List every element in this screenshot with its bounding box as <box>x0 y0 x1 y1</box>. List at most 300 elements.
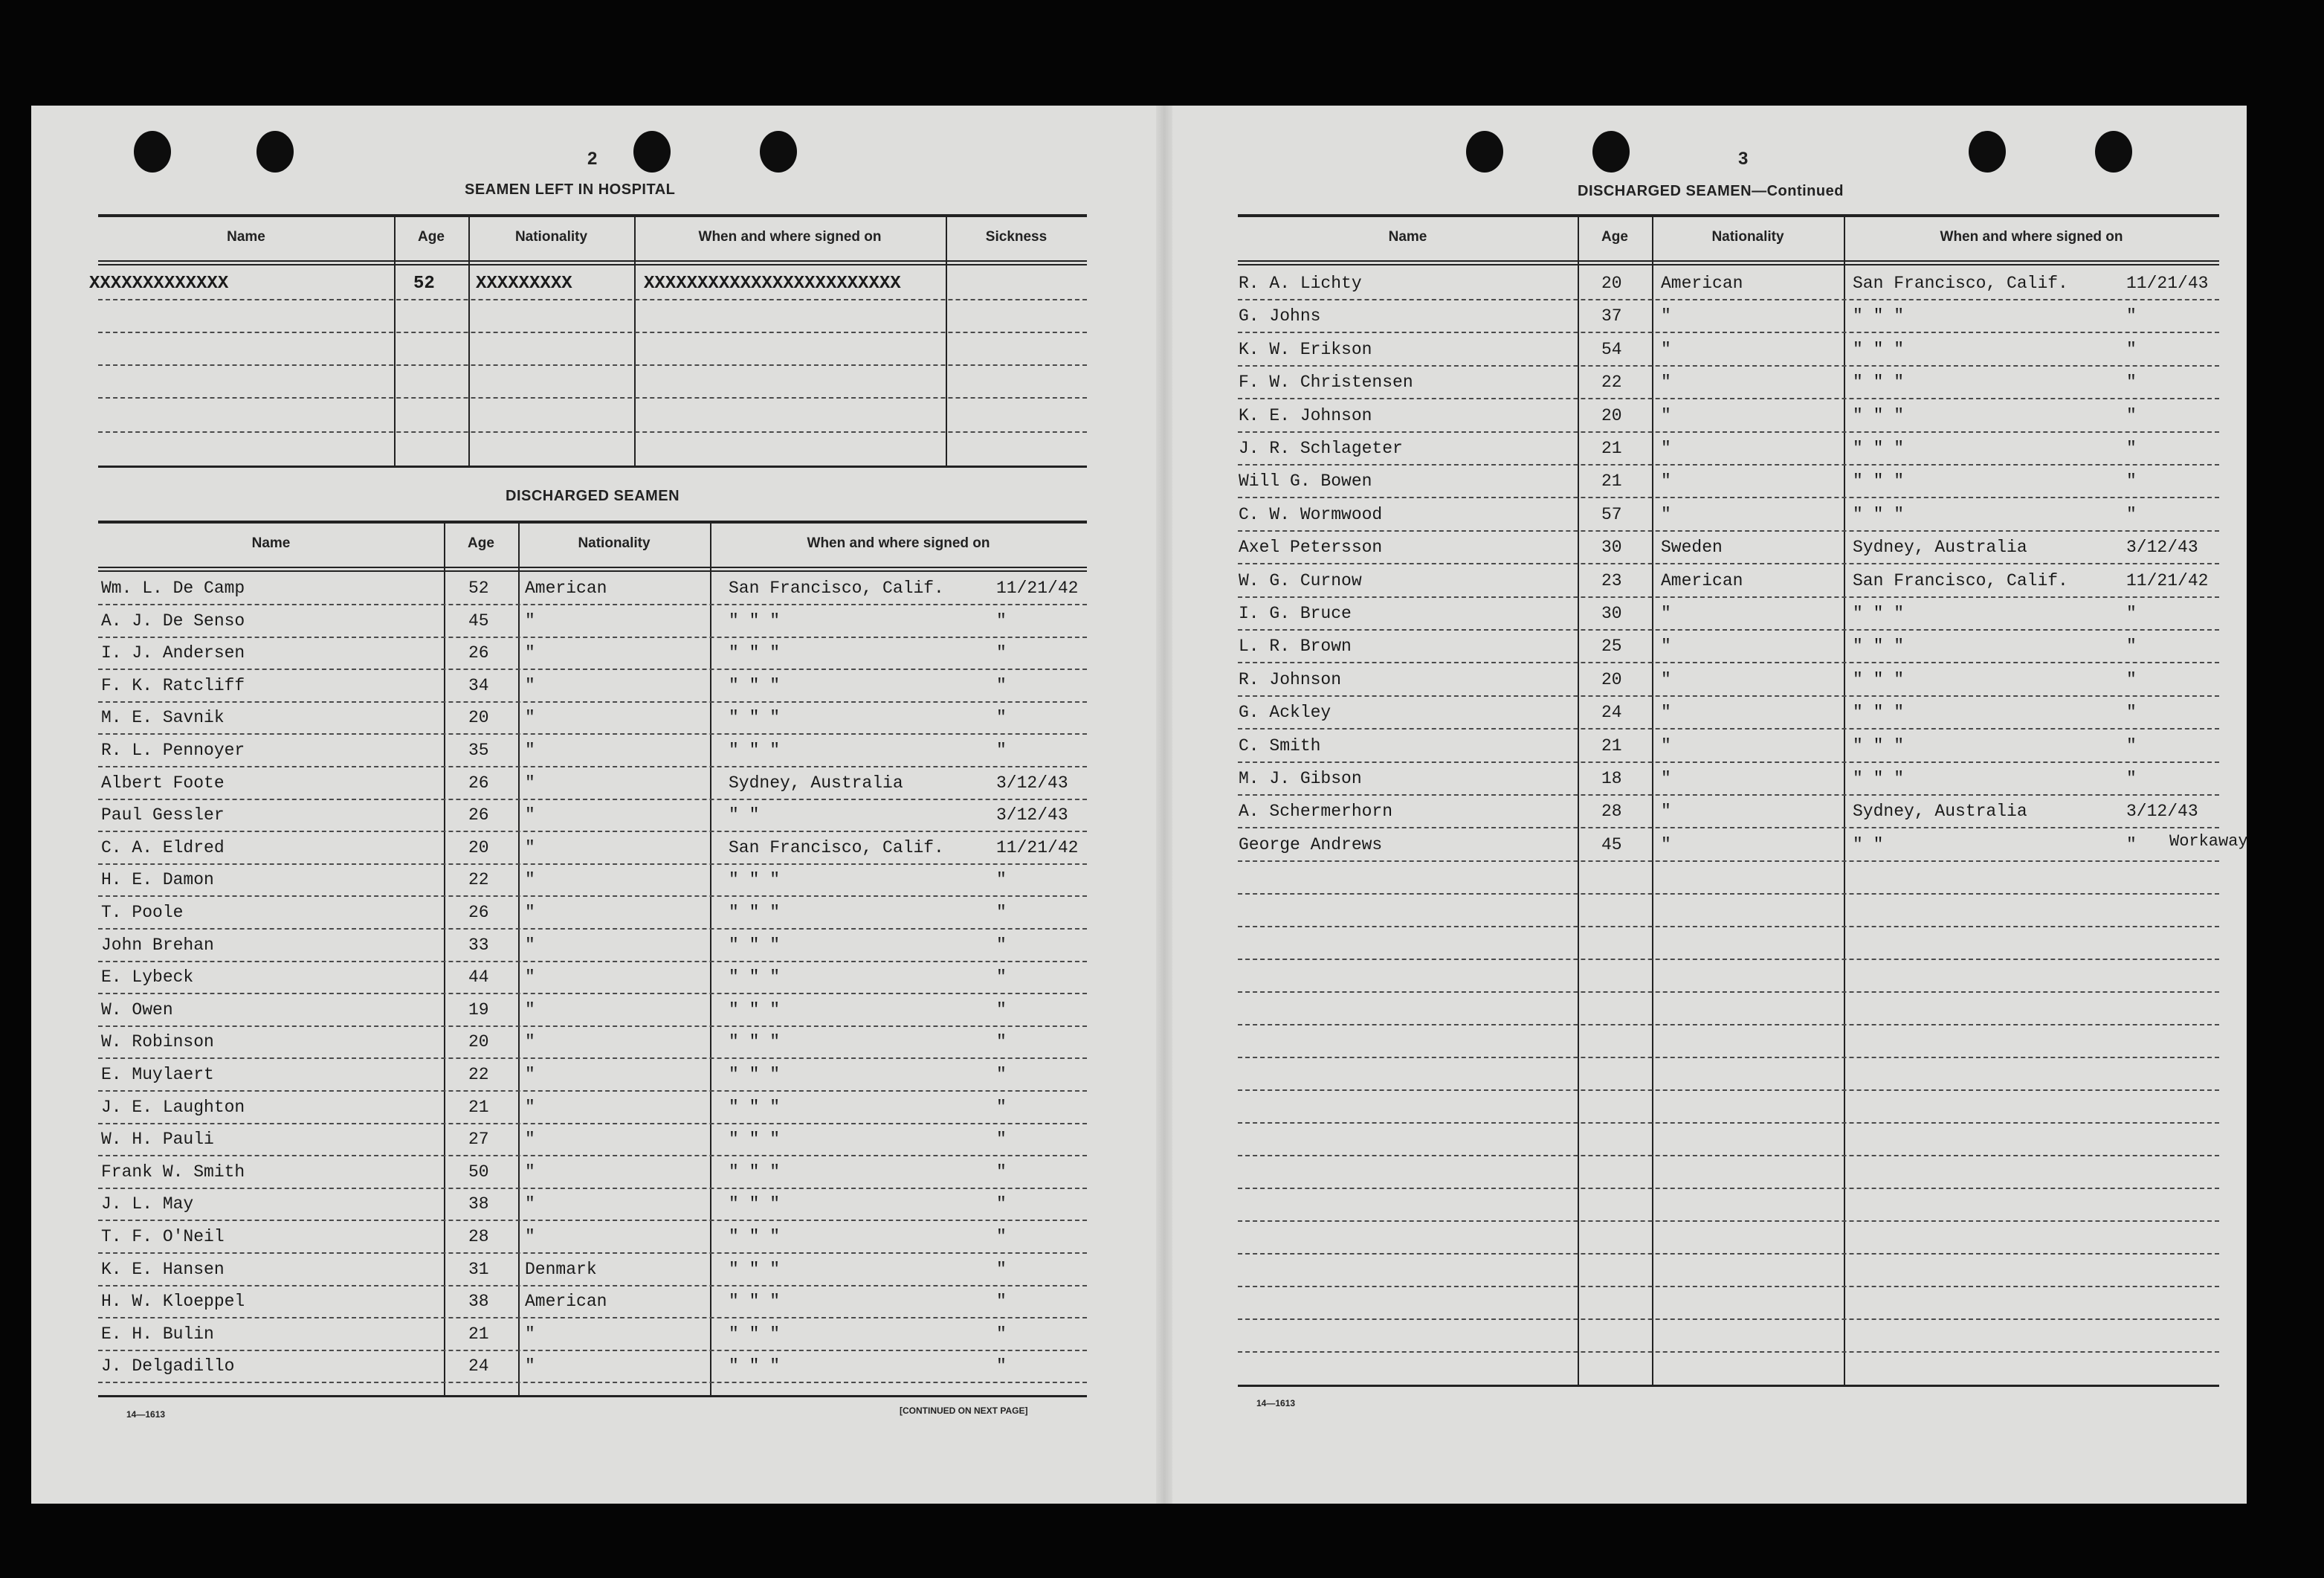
column-header: Name <box>1388 229 1427 245</box>
column-rule <box>710 524 711 1395</box>
signed-on-place: " " " <box>1853 505 1905 524</box>
seaman-nationality: " <box>1661 769 1671 788</box>
seaman-nationality: " <box>525 1356 535 1376</box>
signed-on-date: 11/21/43 <box>2126 274 2209 293</box>
signed-on-date: " <box>2126 505 2137 524</box>
seaman-age: 20 <box>468 708 489 727</box>
rule <box>98 260 1087 262</box>
seaman-name: K. E. Hansen <box>101 1260 225 1279</box>
row-rule <box>1238 464 2219 466</box>
seaman-nationality: " <box>525 1227 535 1246</box>
row-rule <box>1238 365 2219 367</box>
signed-on-place: " " " <box>729 935 781 955</box>
seaman-nationality: " <box>525 805 535 825</box>
seaman-name: R. L. Pennoyer <box>101 741 245 760</box>
continued-note: [CONTINUED ON NEXT PAGE] <box>900 1405 1028 1416</box>
signed-on-place: " " " <box>729 1130 781 1149</box>
seaman-nationality: American <box>525 579 607 598</box>
seaman-nationality: " <box>1661 439 1671 458</box>
signed-on-date: " <box>996 1260 1007 1279</box>
signed-on-date: " <box>996 1032 1007 1052</box>
row-rule <box>1238 1351 2219 1353</box>
seaman-age: 52 <box>468 579 489 598</box>
seaman-name: Wm. L. De Camp <box>101 579 245 598</box>
seaman-age: 20 <box>468 838 489 857</box>
seaman-name: C. Smith <box>1239 736 1321 756</box>
seaman-nationality: " <box>1661 604 1671 623</box>
rule <box>1238 1385 2219 1387</box>
row-rule <box>98 1090 1087 1092</box>
seaman-name: F. W. Christensen <box>1239 373 1413 392</box>
seaman-name: M. J. Gibson <box>1239 769 1362 788</box>
seaman-name: I. G. Bruce <box>1239 604 1352 623</box>
column-header: Age <box>1601 229 1628 245</box>
row-rule <box>1238 893 2219 895</box>
signed-on-date: " <box>996 643 1007 663</box>
row-rule <box>1238 794 2219 796</box>
row-rule <box>98 1155 1087 1156</box>
seaman-nationality: " <box>525 838 535 857</box>
signed-on-date: " <box>2126 835 2137 854</box>
punch-hole <box>633 131 671 173</box>
seaman-age: 21 <box>1601 471 1622 491</box>
signed-on-place: " " " <box>1853 306 1905 326</box>
seaman-nationality: American <box>1661 571 1743 590</box>
seaman-nationality: " <box>525 1324 535 1344</box>
signed-on-date: 11/21/42 <box>996 838 1079 857</box>
signed-on-place: " " <box>729 805 760 825</box>
seaman-age: 22 <box>468 1065 489 1084</box>
row-rule <box>98 1317 1087 1318</box>
signed-on-place: Sydney, Australia <box>729 773 903 793</box>
seaman-age: 18 <box>1601 769 1622 788</box>
row-rule <box>98 604 1087 605</box>
row-rule <box>1238 1253 2219 1255</box>
row-rule <box>1238 1155 2219 1156</box>
seaman-name: H. W. Kloeppel <box>101 1292 245 1311</box>
seaman-age: 35 <box>468 741 489 760</box>
signed-on-date: " <box>996 611 1007 631</box>
seaman-age: 28 <box>1601 802 1622 821</box>
signed-on-date: 3/12/43 <box>996 773 1068 793</box>
seaman-nationality: " <box>525 643 535 663</box>
signed-on-place: " " " <box>1853 471 1905 491</box>
signed-on-place: San Francisco, Calif. <box>729 579 944 598</box>
rule <box>1238 260 2219 262</box>
seaman-name: L. R. Brown <box>1239 637 1352 656</box>
seaman-nationality: " <box>525 773 535 793</box>
punch-hole <box>256 131 294 173</box>
signed-on-date: " <box>996 870 1007 889</box>
seaman-age: 26 <box>468 805 489 825</box>
punch-hole <box>1466 131 1503 173</box>
column-header: Age <box>418 229 445 245</box>
signed-on-date: " <box>996 1065 1007 1084</box>
signed-on-date: " <box>996 1162 1007 1182</box>
column-header: Nationality <box>1711 229 1784 245</box>
row-rule <box>1238 398 2219 399</box>
seaman-name: E. H. Bulin <box>101 1324 214 1344</box>
seaman-name: J. L. May <box>101 1194 194 1214</box>
seaman-name: F. K. Ratcliff <box>101 676 245 695</box>
seaman-name: John Brehan <box>101 935 214 955</box>
seaman-age: 25 <box>1601 637 1622 656</box>
seaman-name: Paul Gessler <box>101 805 225 825</box>
row-rule <box>98 1350 1087 1351</box>
row-rule <box>1238 530 2219 532</box>
seaman-name: I. J. Andersen <box>101 643 245 663</box>
seaman-name: C. W. Wormwood <box>1239 505 1383 524</box>
column-rule <box>394 217 396 466</box>
punch-hole <box>2095 131 2132 173</box>
column-rule <box>518 524 520 1395</box>
seaman-age: 45 <box>468 611 489 631</box>
row-rule <box>98 1252 1087 1254</box>
seaman-name: C. A. Eldred <box>101 838 225 857</box>
row-rule <box>98 1025 1087 1027</box>
signed-on-place: " " " <box>729 1227 781 1246</box>
signed-on-place: " " " <box>729 611 781 631</box>
seaman-nationality: " <box>525 903 535 922</box>
seaman-name: M. E. Savnik <box>101 708 225 727</box>
signed-on-place: " " " <box>729 1098 781 1117</box>
seaman-name: A. Schermerhorn <box>1239 802 1393 821</box>
seaman-nationality: Denmark <box>525 1260 597 1279</box>
signed-on-place: " " " <box>1853 340 1905 359</box>
signed-on-place: San Francisco, Calif. <box>729 838 944 857</box>
seaman-name: R. A. Lichty <box>1239 274 1362 293</box>
signed-on-place: " " " <box>1853 439 1905 458</box>
seaman-nationality: " <box>525 1098 535 1117</box>
seaman-nationality: " <box>525 676 535 695</box>
column-rule <box>946 217 947 466</box>
form-number: 14—1613 <box>126 1409 166 1420</box>
signed-on-date: " <box>2126 736 2137 756</box>
signed-on-place: " " " <box>1853 703 1905 722</box>
signed-on-date: " <box>2126 670 2137 689</box>
row-rule <box>98 928 1087 930</box>
row-rule <box>1238 1286 2219 1287</box>
seaman-nationality: " <box>525 1130 535 1149</box>
row-rule <box>1238 1024 2219 1025</box>
row-rule <box>98 364 1087 366</box>
seaman-nationality: " <box>1661 835 1671 854</box>
seaman-name: G. Ackley <box>1239 703 1332 722</box>
hospital-section-title: SEAMEN LEFT IN HOSPITAL <box>465 181 676 198</box>
row-rule <box>1238 926 2219 927</box>
signed-on-date: " <box>996 1227 1007 1246</box>
signed-on-place: " " " <box>729 741 781 760</box>
page-number: 2 <box>587 149 598 169</box>
row-rule <box>98 701 1087 703</box>
seaman-nationality: Sweden <box>1661 538 1723 557</box>
seaman-nationality: " <box>525 1000 535 1020</box>
signed-on-date: " <box>2126 406 2137 425</box>
signed-on-place: " " " <box>1853 670 1905 689</box>
seaman-age: 33 <box>468 935 489 955</box>
row-rule <box>98 1285 1087 1286</box>
seaman-age: 57 <box>1601 505 1622 524</box>
row-rule <box>1238 497 2219 498</box>
seaman-nationality: " <box>1661 670 1671 689</box>
seaman-age: 44 <box>468 967 489 987</box>
seaman-name: Will G. Bowen <box>1239 471 1372 491</box>
seaman-nationality: " <box>525 1065 535 1084</box>
signed-on-place: " " " <box>729 967 781 987</box>
signed-on-place: " " " <box>729 1065 781 1084</box>
seaman-name: J. E. Laughton <box>101 1098 245 1117</box>
column-header: When and where signed on <box>1940 229 2123 245</box>
seaman-age: 31 <box>468 1260 489 1279</box>
seaman-nationality: " <box>1661 703 1671 722</box>
signed-on-date: " <box>996 903 1007 922</box>
signed-on-place: " " " <box>729 1324 781 1344</box>
seaman-age: 27 <box>468 1130 489 1149</box>
signed-on-place: " " " <box>729 1032 781 1052</box>
row-rule <box>98 1123 1087 1124</box>
seaman-name: W. Owen <box>101 1000 173 1020</box>
row-rule <box>1238 827 2219 828</box>
row-rule <box>98 799 1087 800</box>
signed-on-place: " " <box>1853 835 1884 854</box>
column-header: Age <box>468 535 494 551</box>
seaman-age: 22 <box>1601 373 1622 392</box>
column-header: When and where signed on <box>807 535 990 551</box>
signed-on-place: " " " <box>1853 373 1905 392</box>
signed-on-date: " <box>2126 637 2137 656</box>
seaman-nationality: " <box>1661 802 1671 821</box>
row-rule <box>1238 860 2219 862</box>
row-rule <box>1238 431 2219 433</box>
signed-on-place: " " " <box>729 643 781 663</box>
struck-name: XXXXXXXXXXXXX <box>89 274 229 294</box>
seaman-age: 28 <box>468 1227 489 1246</box>
row-rule <box>98 1382 1087 1383</box>
row-rule <box>98 831 1087 832</box>
signed-on-place: Sydney, Australia <box>1853 802 2027 821</box>
seaman-nationality: " <box>1661 306 1671 326</box>
rule <box>98 1395 1087 1397</box>
signed-on-date: " <box>996 935 1007 955</box>
column-header: When and where signed on <box>698 229 882 245</box>
row-rule <box>1238 728 2219 730</box>
seaman-age: 50 <box>468 1162 489 1182</box>
signed-on-date: " <box>2126 439 2137 458</box>
seaman-age: 30 <box>1601 604 1622 623</box>
seaman-name: K. W. Erikson <box>1239 340 1372 359</box>
row-rule <box>98 637 1087 638</box>
signed-on-date: " <box>996 1098 1007 1117</box>
row-rule <box>98 1188 1087 1189</box>
seaman-nationality: " <box>1661 471 1671 491</box>
signed-on-date: " <box>996 676 1007 695</box>
seaman-name: George Andrews <box>1239 835 1383 854</box>
row-rule <box>1238 332 2219 333</box>
row-rule <box>1238 662 2219 663</box>
signed-on-date: " <box>2126 604 2137 623</box>
row-rule <box>1238 761 2219 763</box>
seaman-nationality: " <box>1661 637 1671 656</box>
row-rule <box>98 669 1087 670</box>
signed-on-place: " " " <box>1853 637 1905 656</box>
row-rule <box>1238 629 2219 631</box>
seaman-age: 26 <box>468 773 489 793</box>
seaman-age: 22 <box>468 870 489 889</box>
page-number: 3 <box>1738 149 1749 169</box>
signed-on-date: " <box>996 1324 1007 1344</box>
signed-on-date: " <box>996 1000 1007 1020</box>
seaman-name: Albert Foote <box>101 773 225 793</box>
seaman-name: Frank W. Smith <box>101 1162 245 1182</box>
row-rule <box>98 961 1087 962</box>
seaman-name: K. E. Johnson <box>1239 406 1372 425</box>
seaman-name: W. H. Pauli <box>101 1130 214 1149</box>
seaman-age: 38 <box>468 1194 489 1214</box>
seaman-age: 20 <box>1601 406 1622 425</box>
seaman-age: 19 <box>468 1000 489 1020</box>
signed-on-date: " <box>996 708 1007 727</box>
signed-on-date: 3/12/43 <box>2126 538 2198 557</box>
seaman-name: A. J. De Senso <box>101 611 245 631</box>
rule <box>1238 264 2219 265</box>
row-rule <box>98 1057 1087 1059</box>
seaman-nationality: " <box>525 935 535 955</box>
seaman-name: Axel Petersson <box>1239 538 1383 557</box>
seaman-nationality: " <box>525 1194 535 1214</box>
seaman-nationality: " <box>1661 373 1671 392</box>
seaman-name: E. Lybeck <box>101 967 194 987</box>
punch-hole <box>1969 131 2006 173</box>
row-rule <box>1238 959 2219 960</box>
seaman-age: 38 <box>468 1292 489 1311</box>
discharged-continued-title: DISCHARGED SEAMEN—Continued <box>1578 183 1844 199</box>
seaman-age: 45 <box>1601 835 1622 854</box>
seaman-name: J. Delgadillo <box>101 1356 235 1376</box>
seaman-age: 54 <box>1601 340 1622 359</box>
signed-on-date: " <box>2126 471 2137 491</box>
punch-hole <box>760 131 797 173</box>
signed-on-date: " <box>996 741 1007 760</box>
seaman-name: H. E. Damon <box>101 870 214 889</box>
seaman-age: 26 <box>468 903 489 922</box>
signed-on-place: " " " <box>729 676 781 695</box>
discharged-section-title: DISCHARGED SEAMEN <box>506 488 680 504</box>
row-rule <box>1238 1089 2219 1091</box>
signed-on-date: 11/21/42 <box>996 579 1079 598</box>
rule <box>98 567 1087 568</box>
seaman-age: 21 <box>468 1098 489 1117</box>
signed-on-date: 3/12/43 <box>996 805 1068 825</box>
row-rule <box>98 332 1087 333</box>
row-rule <box>98 397 1087 399</box>
signed-on-place: " " " <box>1853 604 1905 623</box>
signed-on-place: Sydney, Australia <box>1853 538 2027 557</box>
remark: Workaway <box>2169 832 2248 851</box>
seaman-age: 24 <box>468 1356 489 1376</box>
column-header: Nationality <box>514 229 588 245</box>
seaman-name: W. Robinson <box>101 1032 214 1052</box>
row-rule <box>1238 1122 2219 1124</box>
seaman-name: T. F. O'Neil <box>101 1227 225 1246</box>
signed-on-date: " <box>996 1356 1007 1376</box>
signed-on-place: San Francisco, Calif. <box>1853 571 2068 590</box>
rule <box>98 264 1087 265</box>
seaman-nationality: " <box>1661 340 1671 359</box>
signed-on-place: " " " <box>729 1000 781 1020</box>
signed-on-place: " " " <box>729 903 781 922</box>
signed-on-date: 11/21/42 <box>2126 571 2209 590</box>
row-rule <box>1238 1318 2219 1320</box>
signed-on-date: " <box>2126 703 2137 722</box>
seaman-name: W. G. Curnow <box>1239 571 1362 590</box>
seaman-age: 30 <box>1601 538 1622 557</box>
row-rule <box>1238 1188 2219 1189</box>
row-rule <box>98 863 1087 865</box>
seaman-nationality: " <box>1661 406 1671 425</box>
rule <box>98 466 1087 468</box>
seaman-nationality: " <box>1661 736 1671 756</box>
seaman-nationality: " <box>525 870 535 889</box>
punch-hole <box>1592 131 1630 173</box>
row-rule <box>1238 596 2219 598</box>
punch-hole <box>134 131 171 173</box>
signed-on-date: " <box>2126 769 2137 788</box>
signed-on-place: " " " <box>729 1162 781 1182</box>
row-rule <box>1238 299 2219 300</box>
struck-nationality: XXXXXXXXX <box>476 274 572 294</box>
signed-on-date: " <box>996 1292 1007 1311</box>
struck-signed-on: XXXXXXXXXXXXXXXXXXXXXXXX <box>644 274 901 294</box>
seaman-age: 20 <box>1601 670 1622 689</box>
seaman-age: 21 <box>1601 439 1622 458</box>
column-header: Name <box>227 229 265 245</box>
signed-on-place: " " " <box>1853 769 1905 788</box>
row-rule <box>98 993 1087 994</box>
seaman-nationality: " <box>525 1162 535 1182</box>
seaman-nationality: " <box>525 1032 535 1052</box>
seaman-name: J. R. Schlageter <box>1239 439 1403 458</box>
rule <box>98 570 1087 572</box>
row-rule <box>1238 695 2219 697</box>
seaman-age: 21 <box>468 1324 489 1344</box>
center-fold <box>1156 106 1172 1504</box>
seaman-age: 21 <box>1601 736 1622 756</box>
signed-on-date: " <box>2126 340 2137 359</box>
seaman-age: 37 <box>1601 306 1622 326</box>
signed-on-place: " " " <box>729 1292 781 1311</box>
seaman-name: R. Johnson <box>1239 670 1342 689</box>
seaman-name: G. Johns <box>1239 306 1321 326</box>
seaman-age: 34 <box>468 676 489 695</box>
signed-on-place: " " " <box>729 1194 781 1214</box>
seaman-nationality: " <box>525 967 535 987</box>
row-rule <box>1238 563 2219 564</box>
signed-on-place: " " " <box>729 1260 781 1279</box>
row-rule <box>98 766 1087 767</box>
signed-on-place: " " " <box>1853 406 1905 425</box>
seaman-name: T. Poole <box>101 903 184 922</box>
row-rule <box>1238 1220 2219 1222</box>
signed-on-place: " " " <box>1853 736 1905 756</box>
column-header: Name <box>251 535 291 551</box>
seaman-nationality: American <box>525 1292 607 1311</box>
rule <box>98 214 1087 217</box>
signed-on-date: " <box>996 1194 1007 1214</box>
row-rule <box>98 1220 1087 1221</box>
row-rule <box>1238 991 2219 993</box>
row-rule <box>98 895 1087 897</box>
seaman-nationality: " <box>525 611 535 631</box>
